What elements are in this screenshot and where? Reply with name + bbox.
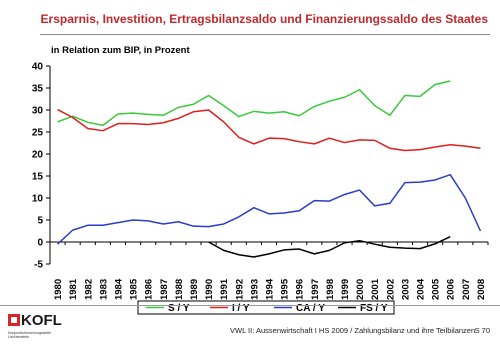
y-tick-label: 35 bbox=[31, 83, 43, 95]
x-tick-label: 1996 bbox=[294, 278, 306, 300]
y-tick-label: 15 bbox=[31, 171, 43, 183]
x-tick-label: 1999 bbox=[340, 278, 352, 300]
legend-label-s-y: S / Y bbox=[168, 303, 190, 314]
page-title: Ersparnis, Investition, Ertragsbilanzsaldo und Finanzierungssaldo des Staates bbox=[40, 12, 488, 26]
x-tick-label: 1997 bbox=[309, 278, 321, 300]
series-line-ca-y bbox=[58, 175, 481, 245]
x-tick-label: 1980 bbox=[53, 278, 65, 300]
x-tick-label: 2001 bbox=[370, 278, 382, 300]
page-number: S 70 bbox=[474, 326, 490, 335]
x-tick-label: 1991 bbox=[219, 278, 231, 300]
y-tick-label: 0 bbox=[37, 237, 43, 249]
y-tick-label: 25 bbox=[31, 127, 43, 139]
x-tick-label: 1998 bbox=[324, 278, 336, 300]
y-tick-label: 30 bbox=[31, 105, 43, 117]
x-tick-label: 2003 bbox=[400, 278, 412, 300]
legend-label-i-y: I / Y bbox=[232, 303, 250, 314]
logo-square-icon bbox=[8, 314, 20, 326]
x-tick-label: 2004 bbox=[415, 278, 427, 300]
series-line-fs-y bbox=[209, 237, 451, 257]
footer-course-text: VWL II: Aussenwirtschaft I HS 2009 / Zahlungsbilanz und ihre Teilbilanzen bbox=[230, 326, 476, 335]
logo-wordmark: KOFL bbox=[21, 312, 62, 329]
y-tick-label: 5 bbox=[37, 215, 43, 227]
chart-subtitle: in Relation zum BIP, in Prozent bbox=[51, 45, 190, 56]
x-tick-label: 1984 bbox=[113, 278, 125, 300]
x-tick-label: 1989 bbox=[188, 278, 200, 300]
x-tick-label: 1992 bbox=[234, 278, 246, 300]
axes-layer bbox=[32, 62, 488, 301]
y-tick-label: -5 bbox=[34, 259, 43, 271]
x-tick-label: 1987 bbox=[158, 278, 170, 300]
x-tick-label: 1981 bbox=[68, 278, 80, 300]
legend-label-ca-y: CA / Y bbox=[296, 303, 325, 314]
x-tick-label: 1985 bbox=[128, 278, 140, 300]
x-tick-label: 2000 bbox=[355, 278, 367, 300]
y-tick-label: 20 bbox=[31, 149, 43, 161]
x-tick-label: 1993 bbox=[249, 278, 261, 300]
x-tick-label: 1988 bbox=[173, 278, 185, 300]
x-tick-label: 2008 bbox=[475, 278, 487, 300]
y-tick-label: 40 bbox=[31, 61, 43, 73]
legend-label-fs-y: FS / Y bbox=[360, 303, 388, 314]
x-tick-label: 2007 bbox=[460, 278, 472, 300]
logo-tagline-line2: Liechtenstein bbox=[8, 335, 30, 340]
kofl-logo bbox=[8, 314, 78, 350]
x-tick-label: 1990 bbox=[204, 278, 216, 300]
logo-tagline-line1: Konjunkturforschungsstelle bbox=[8, 331, 52, 335]
series-line-i-y bbox=[58, 110, 481, 151]
footer-divider bbox=[0, 305, 500, 306]
x-tick-label: 1982 bbox=[83, 278, 95, 300]
x-tick-label: 1995 bbox=[279, 278, 291, 300]
x-tick-label: 2005 bbox=[430, 278, 442, 300]
series-line-s-y bbox=[58, 81, 451, 125]
x-tick-label: 1994 bbox=[264, 278, 276, 300]
x-tick-label: 2006 bbox=[445, 278, 457, 300]
y-tick-label: 10 bbox=[31, 193, 43, 205]
x-tick-label: 1983 bbox=[98, 278, 110, 300]
series-layer bbox=[58, 81, 481, 257]
chart-legend bbox=[138, 301, 394, 314]
x-tick-label: 2002 bbox=[385, 278, 397, 300]
x-tick-label: 1986 bbox=[143, 278, 155, 300]
logo-tagline bbox=[8, 331, 51, 340]
